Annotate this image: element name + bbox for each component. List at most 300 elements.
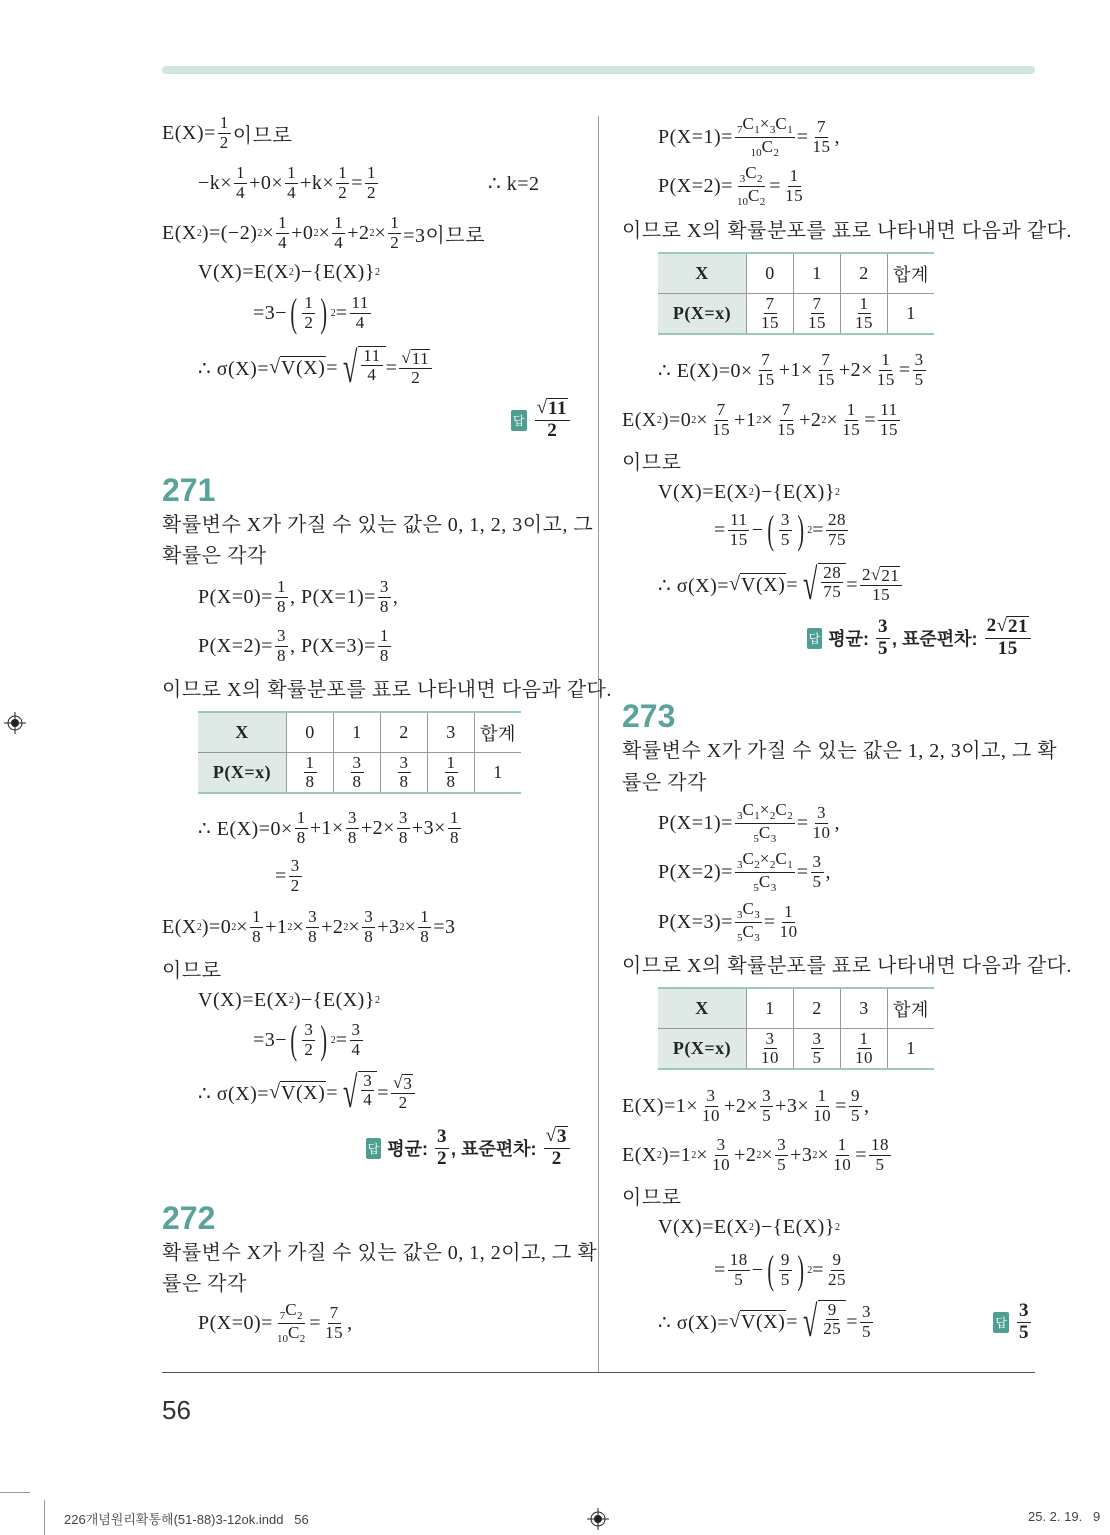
- fraction: [735, 115, 795, 160]
- radical-sign-icon: √: [342, 343, 358, 392]
- numerator: [544, 1126, 570, 1149]
- fraction: [821, 1301, 843, 1339]
- numerator: [351, 754, 364, 773]
- fraction: [728, 511, 750, 549]
- parenthesized-group: [287, 290, 331, 335]
- math-text: E(X: [622, 408, 657, 431]
- numerator: [388, 214, 401, 233]
- math-text: ,: [834, 811, 841, 834]
- denominator: [779, 1271, 792, 1289]
- registration-mark-icon: [587, 1508, 609, 1530]
- math-text: 15: [808, 313, 826, 332]
- numerator: [819, 351, 832, 370]
- fraction: [250, 908, 263, 946]
- math-text: =3−: [253, 301, 288, 324]
- math-text: 7: [716, 400, 726, 420]
- numerator: [728, 1251, 750, 1270]
- math-text: 1: [784, 902, 794, 922]
- fraction: [811, 1087, 833, 1125]
- superscript: 2: [313, 227, 319, 239]
- answer-line: [993, 1300, 1033, 1344]
- denominator: [275, 598, 288, 616]
- math-line: [658, 560, 904, 609]
- math-text: =: [714, 518, 726, 541]
- numerator: [985, 616, 1031, 639]
- left-paren: (: [290, 1017, 298, 1062]
- numerator: [849, 1087, 862, 1106]
- fraction: [759, 295, 781, 333]
- numerator: [350, 1021, 363, 1040]
- math-text: )=0: [661, 408, 692, 431]
- numerator: [234, 164, 247, 183]
- radicand: [358, 1071, 377, 1115]
- fraction: [302, 294, 315, 332]
- math-text: 25: [828, 1269, 846, 1289]
- table-cell: [334, 712, 381, 753]
- numerator: [361, 347, 382, 366]
- math-text: 10: [702, 1105, 721, 1125]
- denominator: [760, 1107, 773, 1125]
- math-text: 이므로 X의 확률분포를 표로 나타내면 다음과 같다.: [622, 219, 1072, 242]
- math-text: ×: [826, 408, 839, 431]
- math-text: 1: [390, 213, 400, 233]
- math-text: 5: [914, 369, 924, 389]
- fraction: [418, 908, 431, 946]
- superscript: 2: [196, 227, 202, 239]
- table-cell: [841, 253, 888, 294]
- math-text: 15: [876, 369, 895, 389]
- numerator: [826, 1301, 839, 1320]
- denominator: [783, 187, 805, 205]
- numerator: [811, 295, 824, 314]
- radicand: [547, 398, 568, 420]
- fraction: [397, 809, 410, 847]
- subscript: 5: [753, 832, 759, 845]
- math-text: 이므로: [622, 451, 682, 474]
- subscript: 2: [773, 146, 780, 159]
- math-text: +0: [291, 221, 314, 244]
- numerator: [250, 908, 263, 927]
- math-text: +2×: [724, 1094, 759, 1117]
- math-text: C: [742, 799, 755, 819]
- math-text: =: [796, 811, 809, 834]
- math-text: )=(−2): [201, 221, 258, 244]
- denominator: [913, 371, 926, 389]
- math-text: 3: [878, 615, 888, 637]
- parenthesized-group: [764, 507, 808, 552]
- answer-line: [807, 616, 1033, 660]
- square-root: [871, 566, 900, 585]
- numerator: [218, 114, 231, 133]
- math-line: [658, 801, 840, 845]
- radical-sign-icon: √: [269, 356, 281, 378]
- math-line: [162, 111, 292, 155]
- math-text: =: [309, 1311, 322, 1334]
- math-line: [658, 1205, 840, 1249]
- radical-sign-icon: √: [802, 560, 818, 609]
- table-cell: [841, 1029, 888, 1070]
- answer-label: , 표준편차:: [451, 1139, 542, 1159]
- math-text: 2: [304, 1039, 314, 1059]
- fraction: [775, 1136, 788, 1174]
- math-text: ,: [347, 1311, 353, 1334]
- math-text: =: [377, 1081, 389, 1104]
- denominator: [418, 928, 431, 946]
- math-line: [198, 1068, 417, 1117]
- denominator: [295, 829, 308, 847]
- table-cell: [381, 712, 428, 753]
- math-text: ×: [817, 1143, 830, 1166]
- numerator: [705, 1087, 718, 1106]
- math-text: 1: [287, 163, 297, 183]
- math-text: 4: [236, 182, 246, 202]
- math-line: [198, 978, 380, 1022]
- square-root: [798, 560, 846, 609]
- math-text: V(X): [281, 1082, 326, 1104]
- math-text: 8: [379, 645, 389, 665]
- math-text: ×: [374, 221, 387, 244]
- numerator: [275, 627, 288, 646]
- numerator: [858, 295, 871, 314]
- fraction: [218, 114, 231, 152]
- math-text: V(X)=E(X: [198, 260, 289, 283]
- math-text: 1: [765, 998, 775, 1018]
- numerator: [860, 566, 902, 586]
- square-root: [269, 1081, 326, 1105]
- denominator: [996, 639, 1020, 660]
- table-cell: [888, 988, 935, 1029]
- denominator: [811, 1049, 824, 1067]
- math-text: =3−: [253, 1028, 288, 1051]
- denominator: [826, 1271, 848, 1289]
- math-text: 11: [548, 398, 567, 420]
- superscript: 2: [748, 486, 754, 498]
- fraction: [735, 801, 795, 846]
- math-text: C: [287, 1322, 300, 1342]
- math-text: 1: [338, 163, 348, 183]
- answer-label: , 표준편차:: [892, 629, 983, 649]
- table-header-row: [658, 988, 934, 1029]
- math-text: 2: [411, 368, 421, 387]
- registration-mark-icon: [4, 712, 26, 734]
- math-text: 8: [308, 926, 318, 946]
- math-text: X: [695, 263, 709, 283]
- denominator: [821, 583, 843, 601]
- answer-label: 평균:: [387, 1139, 433, 1159]
- fraction: [778, 903, 800, 941]
- fraction: [985, 616, 1031, 659]
- fraction: [378, 627, 391, 665]
- numerator: [780, 401, 793, 420]
- math-text: 3: [777, 1135, 787, 1155]
- radicand: [1007, 616, 1029, 638]
- math-text: 3: [351, 1020, 361, 1040]
- denominator: [710, 421, 732, 439]
- denominator: [873, 1156, 886, 1174]
- table-cell: [428, 712, 475, 753]
- math-text: 3: [363, 1071, 373, 1090]
- denominator: [365, 366, 378, 384]
- table-cell: [888, 1029, 935, 1070]
- denominator: [323, 1324, 345, 1342]
- math-text: 1: [236, 163, 246, 183]
- math-text: 3: [347, 808, 357, 828]
- math-text: 이므로: [232, 124, 293, 147]
- numerator: [764, 1030, 777, 1049]
- math-text: 8: [399, 772, 409, 791]
- square-root: [401, 349, 430, 368]
- fraction: [276, 214, 289, 252]
- subscript: 3: [739, 172, 746, 185]
- math-text: ×: [404, 915, 417, 938]
- math-text: 15: [729, 529, 748, 549]
- numerator: [821, 564, 843, 583]
- math-text: ∴ σ(X)=: [198, 357, 270, 380]
- fraction: [302, 1021, 315, 1059]
- math-text: C: [745, 162, 758, 182]
- math-text: 10: [855, 1048, 873, 1067]
- math-line: [198, 575, 398, 619]
- numerator: [391, 1074, 415, 1094]
- math-text: 21: [881, 565, 900, 585]
- math-text: , P(X=1)=: [289, 585, 376, 608]
- numerator: [869, 1136, 891, 1155]
- superscript: 2: [231, 921, 237, 933]
- fraction: [849, 1087, 862, 1125]
- math-text: 확률변수 X가 가질 수 있는 값은 0, 1, 2, 3이고, 그: [162, 513, 594, 536]
- math-line: [275, 854, 304, 898]
- denominator: [860, 1323, 873, 1341]
- math-text: 1: [837, 1135, 847, 1155]
- numerator: [728, 511, 749, 530]
- denominator: [306, 928, 319, 946]
- math-text: 8: [364, 926, 374, 946]
- math-text: 5: [850, 1105, 860, 1125]
- fraction: [811, 804, 833, 842]
- math-text: 2: [399, 722, 409, 742]
- math-text: =: [786, 573, 799, 596]
- numerator: [760, 1087, 773, 1106]
- fraction: [336, 164, 349, 202]
- math-text: 1: [881, 350, 891, 370]
- math-text: 합계: [480, 723, 516, 744]
- crop-mark: [0, 1492, 30, 1493]
- math-text: 1: [812, 263, 822, 283]
- math-text: 4: [287, 182, 297, 202]
- square-root: [393, 1074, 413, 1093]
- page-number: 56: [162, 1395, 191, 1425]
- denominator: [759, 314, 781, 332]
- superscript: 2: [287, 921, 293, 933]
- math-text: 이므로 X의 확률분포를 표로 나타내면 다음과 같다.: [622, 954, 1072, 977]
- numerator: [285, 164, 298, 183]
- denominator: [732, 1271, 745, 1289]
- numerator: [435, 1127, 449, 1149]
- denominator: [826, 531, 848, 549]
- denominator: [831, 1156, 853, 1174]
- radicand: [740, 1310, 786, 1334]
- math-text: 0: [305, 722, 315, 742]
- math-text: P(X=1)=: [658, 125, 733, 148]
- math-text: )=0: [201, 915, 232, 938]
- fraction: [735, 900, 762, 945]
- math-text: ×: [696, 1143, 709, 1166]
- parenthesized-group: [764, 1247, 808, 1292]
- math-text: =: [786, 1310, 799, 1333]
- math-text: ×: [318, 221, 331, 244]
- numerator: [350, 294, 371, 313]
- answer-label: 평균:: [828, 629, 874, 649]
- numerator: [328, 1304, 341, 1323]
- numerator: [816, 1087, 829, 1106]
- square-root: [729, 573, 786, 597]
- fraction: [544, 1126, 570, 1169]
- numerator: [826, 511, 848, 530]
- numerator: [715, 401, 728, 420]
- denominator: [397, 829, 410, 847]
- table-cell: [287, 753, 334, 794]
- subscript: 2: [299, 1332, 306, 1345]
- fraction: [1017, 1301, 1031, 1343]
- math-text: 3: [780, 510, 790, 530]
- math-text: ×: [696, 408, 709, 431]
- denominator: [336, 184, 349, 202]
- math-text: C: [775, 799, 788, 819]
- answer-badge: 답: [366, 1138, 382, 1159]
- denominator: [350, 1041, 363, 1059]
- math-line: [622, 1084, 869, 1128]
- math-text: 28: [823, 563, 842, 582]
- math-text: 률은 각각: [622, 771, 707, 794]
- square-root: [798, 1297, 846, 1346]
- math-text: 18: [870, 1135, 889, 1155]
- math-text: 확률변수 X가 가질 수 있는 값은 0, 1, 2이고, 그 확: [162, 1241, 598, 1264]
- denominator: [302, 314, 315, 332]
- math-line: [198, 806, 463, 850]
- denominator: [815, 371, 837, 389]
- math-text: 5: [762, 1105, 772, 1125]
- denominator: [778, 923, 800, 941]
- math-text: =: [835, 1094, 847, 1117]
- problem-number-text: 271: [162, 471, 216, 508]
- math-text: 2: [861, 564, 871, 584]
- numerator: [418, 908, 431, 927]
- math-text: 3: [276, 626, 286, 646]
- radical-sign-icon: √: [401, 347, 411, 367]
- math-text: 7: [781, 400, 791, 420]
- superscript: 2: [374, 994, 380, 1006]
- math-text: E(X: [622, 1143, 657, 1166]
- denominator: [806, 314, 828, 332]
- table-cell: [747, 988, 794, 1029]
- math-text: =3: [433, 915, 456, 938]
- subscript: 5: [753, 881, 759, 894]
- numerator: [378, 578, 391, 597]
- math-text: 5: [777, 1154, 787, 1174]
- math-text: 11: [411, 348, 430, 368]
- numerator: [378, 627, 391, 646]
- math-text: ,: [825, 860, 832, 883]
- bottom-rule: [162, 1372, 1035, 1373]
- numerator: [738, 164, 765, 187]
- math-text: 1: [252, 907, 262, 927]
- fraction: [860, 566, 902, 605]
- math-text: 8: [276, 596, 286, 616]
- numerator: [289, 857, 302, 876]
- subscript: 3: [736, 908, 743, 921]
- numerator: [448, 809, 461, 828]
- math-text: 이므로 X의 확률분포를 표로 나타내면 다음과 같다.: [162, 678, 612, 701]
- math-text: 1: [305, 752, 315, 772]
- math-text: ×: [761, 1143, 774, 1166]
- denominator: [775, 421, 797, 439]
- math-text: 1: [276, 577, 286, 597]
- radical-sign-icon: √: [996, 615, 1007, 637]
- footer-filename: 226개념원리확통해(51-88)3-12ok.indd 56: [64, 1512, 309, 1527]
- fraction: [853, 295, 875, 333]
- math-text: 15: [816, 369, 835, 389]
- denominator: [388, 234, 401, 252]
- radical-sign-icon: √: [536, 397, 548, 419]
- fraction: [275, 1301, 307, 1346]
- table-cell: [841, 988, 888, 1029]
- fraction: [876, 617, 890, 659]
- math-text: 1: [352, 722, 362, 742]
- denominator: [759, 1049, 781, 1067]
- table-cell: [888, 253, 935, 294]
- math-text: 1: [859, 1028, 869, 1048]
- math-text: 7: [761, 350, 771, 370]
- math-line: [198, 161, 380, 205]
- table-cell: [658, 988, 747, 1029]
- math-text: 2: [437, 1147, 447, 1169]
- fraction: [831, 1136, 853, 1174]
- numerator: [1017, 1301, 1031, 1323]
- math-text: =: [898, 358, 911, 381]
- math-text: 5: [1019, 1321, 1029, 1343]
- math-text: ×: [262, 221, 275, 244]
- fraction: [351, 754, 364, 792]
- subscript: 3: [736, 858, 743, 871]
- math-text: 3: [379, 577, 389, 597]
- denominator: [275, 647, 288, 665]
- math-text: −: [751, 1258, 764, 1281]
- math-text: 8: [449, 827, 459, 847]
- table-header-row: [198, 712, 521, 753]
- math-text: 3: [1019, 1299, 1029, 1321]
- math-text: =: [335, 1028, 348, 1051]
- radicand: [402, 1074, 413, 1093]
- math-text: 15: [785, 185, 804, 205]
- denominator: [755, 371, 777, 389]
- numerator: [535, 398, 570, 421]
- math-text: 3: [557, 1126, 567, 1148]
- table-cell: [475, 753, 522, 794]
- table-cell: [475, 712, 522, 753]
- denominator: [304, 773, 317, 791]
- fraction: [878, 401, 900, 439]
- text-line: [162, 665, 612, 709]
- answer-line: [511, 398, 572, 442]
- denominator: [378, 598, 391, 616]
- denominator: [445, 773, 458, 791]
- math-text: 18: [729, 1250, 748, 1270]
- math-text: 1: [859, 293, 869, 313]
- table-cell: [287, 712, 334, 753]
- math-text: 15: [997, 638, 1018, 659]
- math-text: =: [846, 1310, 858, 1333]
- math-line: [658, 164, 807, 208]
